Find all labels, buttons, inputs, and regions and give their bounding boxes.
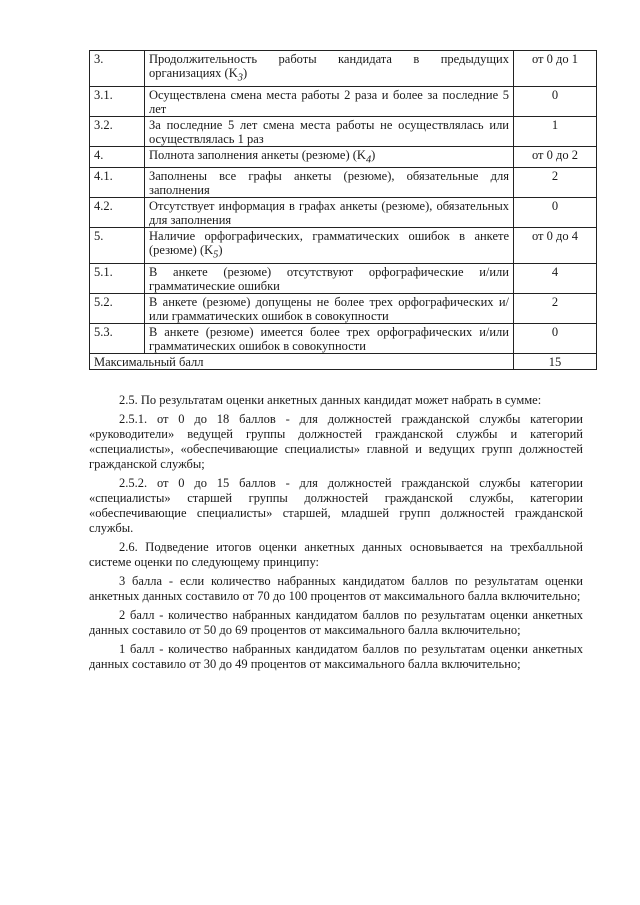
body-text (89, 393, 583, 676)
criterion-text: В анкете (резюме) допущены не более трех орфографических и/или грамматических ошибок в совокупности (149, 294, 509, 323)
row-number: 5.1. (90, 263, 145, 293)
row-criterion (145, 293, 514, 323)
table-row (90, 146, 597, 168)
criterion-text: Продолжительность работы кандидата в предыдущих организациях (K (149, 52, 509, 80)
criterion-text: Заполнены все графы анкеты (резюме), обязательные для заполнения (149, 169, 509, 197)
row-number: 3.2. (90, 116, 145, 146)
table-row (90, 198, 597, 228)
row-score: 2 (514, 293, 597, 323)
row-criterion (145, 168, 514, 198)
criterion-text: В анкете (резюме) имеется более трех орфографических и/или грамматических ошибок в совокупности (149, 324, 509, 353)
paragraph: 1 балл - количество набранных кандидатом баллов по результатам оценки анкетных данных составило от 30 до 49 процентов от максимального балла включительно; (89, 642, 583, 671)
row-criterion (145, 86, 514, 116)
paragraph: 2.6. Подведение итогов оценки анкетных данных основывается на трехбалльной системе оценки по следующему принципу: (89, 540, 583, 569)
row-score: 4 (514, 263, 597, 293)
row-criterion (145, 323, 514, 353)
row-score: 2 (514, 168, 597, 198)
paragraph: 2 балл - количество набранных кандидатом баллов по результатам оценки анкетных данных составило от 50 до 69 процентов от максимального балла включительно; (89, 608, 583, 637)
row-number: 4.1. (90, 168, 145, 198)
criterion-text: Отсутствует информация в графах анкеты (резюме), обязательных для заполнения (149, 199, 509, 227)
row-criterion (145, 228, 514, 264)
criterion-subscript: 3 (237, 72, 243, 84)
max-score-label: Максимальный балл (90, 353, 514, 369)
row-number: 5.3. (90, 323, 145, 353)
row-criterion (145, 263, 514, 293)
table-row (90, 263, 597, 293)
row-score: 0 (514, 86, 597, 116)
table-row (90, 51, 597, 87)
criterion-text: За последние 5 лет смена места работы не осуществлялась или осуществлялась 1 раз (149, 117, 509, 146)
criterion-subscript: 4 (365, 154, 372, 165)
max-score-value: 15 (514, 353, 597, 369)
row-score: от 0 до 1 (514, 51, 597, 87)
criterion-text: Полнота заполнения анкеты (резюме) (K (149, 147, 366, 162)
row-number: 5.2. (90, 293, 145, 323)
table-row (90, 293, 597, 323)
criteria-table (89, 50, 597, 370)
paragraph: 2.5. По результатам оценки анкетных данных кандидат может набрать в сумме: (119, 393, 542, 407)
table-row (90, 116, 597, 146)
criterion-text: В анкете (резюме) отсутствуют орфографические и/или грамматические ошибки (149, 264, 509, 293)
criteria-table-body (90, 51, 597, 370)
row-score: 0 (514, 323, 597, 353)
row-criterion (145, 146, 514, 168)
max-score-row (90, 353, 597, 369)
row-number: 3. (90, 51, 145, 87)
table-row (90, 86, 597, 116)
row-criterion (145, 116, 514, 146)
row-criterion (145, 51, 514, 87)
criterion-text: Осуществлена смена места работы 2 раза и более за последние 5 лет (149, 87, 509, 116)
criterion-tail: ) (371, 147, 376, 162)
criterion-text: Наличие орфографических, грамматических ошибок в анкете (резюме) (K (149, 229, 509, 257)
row-number: 4.2. (90, 198, 145, 228)
row-number: 4. (90, 146, 145, 168)
paragraph: 2.5.2. от 0 до 15 баллов - для должностей гражданской службы категории «специалисты» старшей группы должностей гражданской службы, категории «обеспечивающие специалисты» старшей, младшей групп должностей гражданской службы. (89, 476, 583, 535)
row-number: 5. (90, 228, 145, 264)
row-score: от 0 до 4 (514, 228, 597, 264)
table-row (90, 168, 597, 198)
row-score: от 0 до 2 (514, 146, 597, 168)
criterion-tail: ) (218, 243, 223, 257)
paragraph: 3 балла - если количество набранных кандидатом баллов по результатам оценки анкетных данных составило от 70 до 100 процентов от максимального балла включительно; (89, 574, 583, 603)
row-criterion (145, 198, 514, 228)
paragraph: 2.5.1. от 0 до 18 баллов - для должностей гражданской службы категории «руководители» ведущей группы должностей гражданской службы и категорий «специалисты», «обеспечивающие специалисты» главной и ведущих групп должностей гражданской службы; (89, 412, 583, 471)
table-row (90, 323, 597, 353)
table-row (90, 228, 597, 264)
criterion-subscript: 5 (213, 249, 219, 261)
row-score: 1 (514, 116, 597, 146)
row-number: 3.1. (90, 86, 145, 116)
row-score: 0 (514, 198, 597, 228)
criterion-tail: ) (242, 66, 248, 80)
